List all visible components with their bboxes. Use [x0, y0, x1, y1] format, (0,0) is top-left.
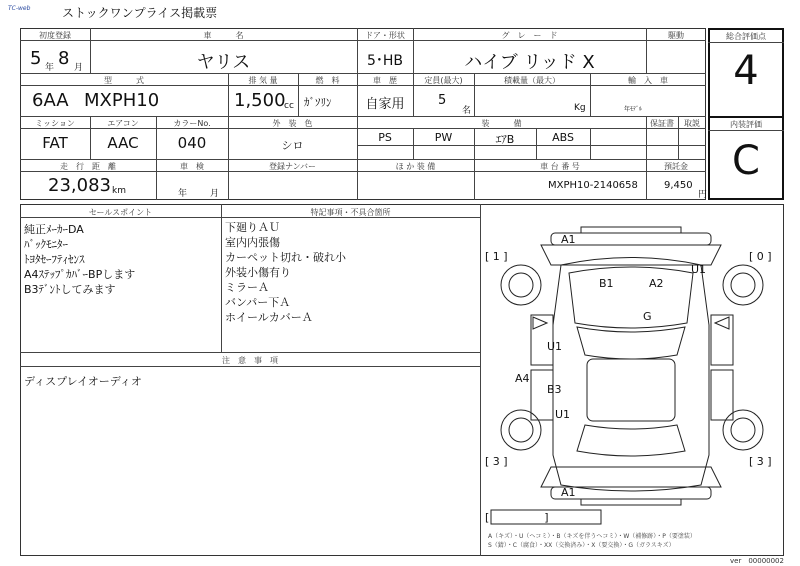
- legend-line-2: S（錆）・C（腐食）・XX（交換済み）・X（要交換）・G（ガラスキズ）: [488, 542, 675, 549]
- damage-mark: A1: [561, 486, 576, 499]
- chassis-no-label: 車 台 番 号: [540, 162, 580, 171]
- list-item: 純正ﾒｰｶｰDA: [24, 223, 84, 236]
- mileage-unit: km: [112, 186, 126, 196]
- sales-points-label: セールスポイント: [88, 208, 153, 217]
- damage-mark: A2: [649, 277, 664, 290]
- list-item: A4ｽﾃｯﾌﾟｶﾊﾞｰBPします: [24, 268, 136, 281]
- deposit-value: 9,450: [664, 180, 693, 191]
- load-unit: Kg: [574, 103, 586, 113]
- warranty-label: 保証書: [650, 119, 674, 128]
- list-item: 外装小傷有り: [225, 266, 291, 279]
- capacity-value: 5: [438, 93, 447, 108]
- damage-mark: A4: [515, 372, 530, 385]
- mileage-value: 23,083: [48, 175, 111, 196]
- blank-bracket: [ ]: [485, 511, 549, 524]
- caution-list: [24, 374, 142, 389]
- load-label: 積載量（最大）: [504, 76, 560, 85]
- year-unit: 年: [45, 63, 55, 73]
- aircon-value: AAC: [107, 134, 139, 152]
- color-no-label: カラーNo.: [173, 119, 211, 128]
- list-item: ﾄﾖﾀｾｰﾌﾃｨｾﾝｽ: [24, 253, 85, 266]
- car-name-label: 車 名: [203, 31, 244, 40]
- mission-label: ミッション: [35, 119, 75, 128]
- damage-mark: A1: [561, 233, 576, 246]
- grade-value: ハイブ リッド X: [464, 52, 595, 73]
- list-item: バンパー下Ａ: [225, 296, 291, 309]
- page-title: ストックワンプライス掲載票: [62, 6, 218, 20]
- corner-label-1: [ 1 ]: [485, 250, 508, 263]
- door-type-value: 5･HB: [366, 53, 404, 69]
- interior-score-label: 内装評価: [730, 120, 762, 129]
- manual-label: 取説: [684, 119, 700, 128]
- car-name-value: ヤリス: [196, 52, 251, 73]
- usage-label: 車 歴: [373, 76, 397, 85]
- usage-value: 自家用: [365, 97, 405, 112]
- fuel-value: ｶﾞｿﾘﾝ: [304, 96, 332, 109]
- logo: TC-web: [8, 5, 31, 12]
- month-value: 8: [58, 48, 70, 69]
- month-unit: 月: [74, 63, 84, 73]
- model-label: 型 式: [104, 76, 144, 85]
- deposit-unit: 円: [698, 190, 708, 200]
- list-item: 室内内張傷: [225, 236, 280, 249]
- caution-label: 注 意 事 項: [222, 356, 278, 365]
- displacement-unit: cc: [284, 101, 294, 111]
- import-unit: 年ﾓﾃﾞﾙ: [624, 106, 643, 113]
- remarks-label: 特記事項・不具合箇所: [310, 208, 391, 217]
- interior-score: C: [732, 138, 760, 184]
- corner-label-3-left: [ 3 ]: [485, 455, 508, 468]
- chassis-no-value: MXPH10-2140658: [548, 180, 638, 191]
- damage-mark: B1: [599, 277, 614, 290]
- model-code-value: 6AA: [32, 90, 69, 111]
- fuel-label: 燃 料: [315, 76, 340, 85]
- mission-value: FAT: [42, 134, 68, 152]
- damage-mark: U1: [555, 408, 571, 421]
- corner-label-3-right: [ 3 ]: [749, 455, 772, 468]
- color-no-value: 040: [177, 134, 207, 152]
- list-item: ホイールカバーＡ: [225, 311, 313, 324]
- damage-mark: U1: [547, 340, 563, 353]
- list-item: B3ﾃﾞﾝﾄしてみます: [24, 283, 116, 296]
- damage-mark: U1: [691, 263, 707, 276]
- equip-4: ABS: [552, 131, 574, 144]
- drive-label: 駆動: [668, 31, 684, 40]
- door-type-label: ドア・形状: [365, 31, 405, 40]
- year-value: 5: [30, 48, 42, 69]
- displacement-value: 1,500: [234, 90, 286, 111]
- capacity-label: 定員(最大): [424, 76, 463, 85]
- overall-score: 4: [733, 48, 759, 94]
- legend-line-1: A（キズ）・U（ヘコミ）・B（キズを伴うヘコミ）・W（補修跡）・P（要塗装）: [488, 533, 696, 540]
- equipment-label: 装 備: [481, 119, 522, 128]
- damage-mark: G: [643, 310, 652, 323]
- equip-3: ｴｱB: [495, 133, 515, 146]
- overall-score-label: 総合評価点: [726, 32, 766, 41]
- list-item: 下廻りＡＵ: [225, 221, 280, 234]
- exterior-color-value: シロ: [281, 139, 304, 152]
- equip-1: PS: [378, 131, 392, 144]
- remarks-list: [225, 220, 346, 325]
- corner-label-0: [ 0 ]: [749, 250, 772, 263]
- inspection-label: 車 検: [180, 162, 204, 171]
- damage-mark: B3: [547, 383, 562, 396]
- deposit-label: 預託金: [664, 162, 688, 171]
- aircon-label: エアコン: [107, 119, 139, 128]
- mileage-label: 走 行 距 離: [60, 162, 116, 171]
- equip-2: PW: [434, 131, 453, 144]
- first-reg-label: 初度登録: [39, 31, 71, 40]
- plate-label: 登録ナンバー: [268, 162, 317, 171]
- list-item: ﾊﾞｯｸﾓﾆﾀｰ: [24, 238, 68, 251]
- displacement-label: 排 気 量: [248, 76, 278, 85]
- exterior-color-label: 外 装 色: [272, 119, 313, 128]
- capacity-unit: 名: [462, 106, 472, 116]
- list-item: カーペット切れ・破れ小: [225, 251, 346, 264]
- other-equipment-label: ほ か 装 備: [395, 162, 436, 171]
- list-item: ミラーＡ: [225, 281, 269, 294]
- inspection-year: 年: [178, 189, 188, 199]
- model-value: MXPH10: [84, 90, 160, 111]
- import-label: 輸 入 車: [628, 76, 668, 85]
- version-label: ver 00000002: [730, 557, 784, 565]
- list-item: ディスプレイオーディオ: [24, 375, 142, 388]
- car-damage-diagram: [481, 205, 783, 555]
- sales-points-list: [24, 222, 135, 297]
- grade-label: グ レ ー ド: [501, 31, 558, 40]
- inspection-month: 月: [210, 189, 220, 199]
